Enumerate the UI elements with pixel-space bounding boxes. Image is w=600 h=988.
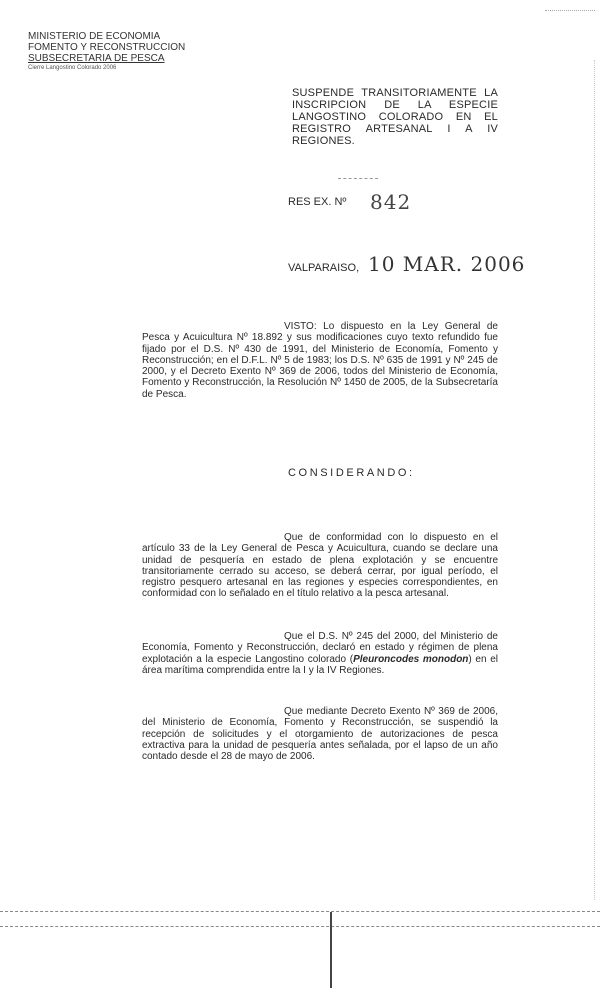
p2-text-after: ) en el área marítima comprendida entre la I y la IV Regiones. (142, 653, 498, 676)
scan-mark-top (545, 10, 595, 11)
city-label: VALPARAISO, (288, 262, 360, 274)
p2-text-before: Que el D.S. Nº 245 del 2000, del Ministerio de Economía, Fomento y Reconstrucción, declaró en estado y régimen de plena explotación a la especie Langostino colorado ( (142, 631, 498, 665)
subsecretaria-name: SUBSECRETARIA DE PESCA (28, 53, 165, 64)
species-name: Pleuroncodes monodon (353, 653, 469, 665)
ministry-name: MINISTERIO DE ECONOMIA (28, 31, 161, 42)
page-break-line (0, 911, 600, 912)
scan-edge-right (594, 60, 596, 900)
letterhead (28, 31, 228, 72)
resolution-label: RES EX. Nº (288, 196, 347, 208)
considerando-paragraph-1: Que de conformidad con lo dispuesto en el artículo 33 de la Ley General de Pesca y Acuicultura, cuando se declare una unidad de pesquería en estado de plena explotación y se encuentre transitoriamente cerrado su acceso, se deberá cerrar, por igual período, el registro pesquero artesanal en las regiones y especies correspondientes, en conformidad con lo señalado en el título relativo a la pesca artesanal. (142, 532, 498, 600)
stamp-mark (338, 178, 378, 180)
visto-text: Lo dispuesto en la Ley General de Pesca y Acuicultura Nº 18.892 y sus modificaciones cuyo texto refundido fue fijado por el D.S. Nº 430 de 1991, del Ministerio de Economía, Fomento y Reconstrucción; en el D.F.L. Nº 5 de 1983; los D.S. Nº 635 de 1991 y Nº 245 de 2000, y el Decreto Exento Nº 369 de 2006, todos del Ministerio de Economía, Fomento y Reconstrucción, la Resolución Nº 1450 de 2005, de la Subsecretaría de Pesca. (142, 321, 498, 400)
date-stamp: 10 MAR. 2006 (368, 252, 526, 276)
visto-label: VISTO: (284, 321, 317, 332)
resolution-number: 842 (370, 190, 412, 214)
visto-paragraph (142, 321, 498, 400)
scan-fold-line (330, 912, 332, 988)
considerando-heading: CONSIDERANDO: (288, 467, 415, 479)
resolution-subject: SUSPENDE TRANSITORIAMENTE LA INSCRIPCION DE LA ESPECIE LANGOSTINO COLORADO EN EL REGISTRO ARTESANAL I A IV REGIONES. (292, 87, 498, 147)
page-break-line-2 (0, 926, 600, 927)
ministry-name-cont: FOMENTO Y RECONSTRUCCION (28, 42, 186, 53)
considerando-paragraph-2 (142, 631, 498, 676)
file-reference: Cierre Langostino Colorado 2006 (28, 65, 117, 71)
considerando-paragraph-3: Que mediante Decreto Exento Nº 369 de 2006, del Ministerio de Economía, Fomento y Reconstrucción, se suspendió la recepción de solicitudes y el otorgamiento de autorizaciones de pesca extractiva para la unidad de pesquería antes señalada, por el lapso de un año contado desde el 28 de mayo de 2006. (142, 706, 498, 763)
